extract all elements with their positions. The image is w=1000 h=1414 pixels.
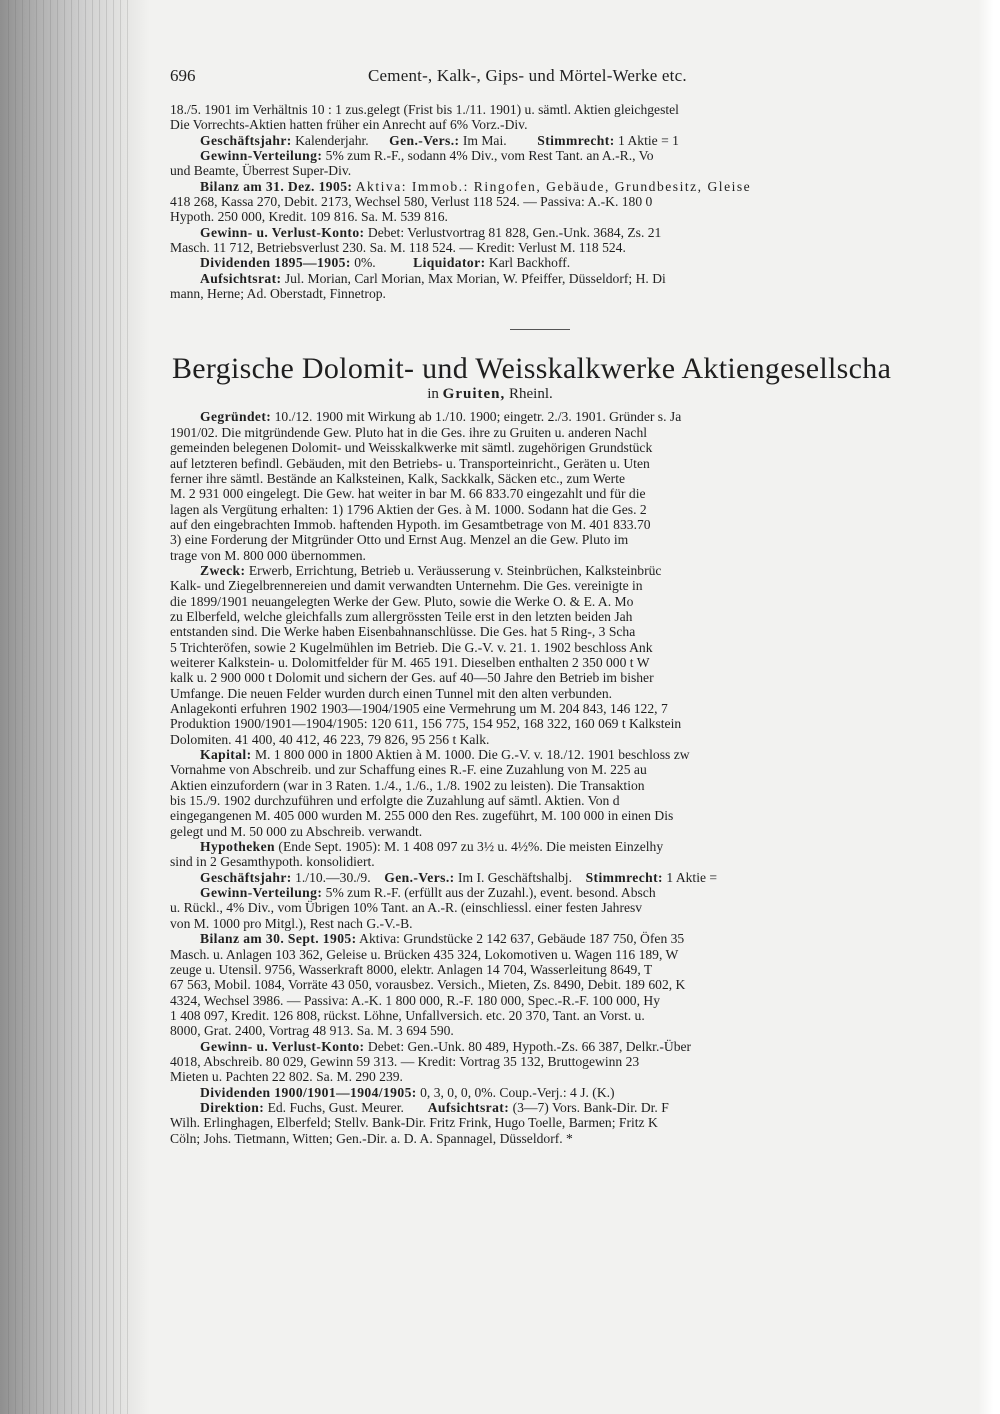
text-line: Erwerb, Errichtung, Betrieb u. Veräusserung v. Steinbrüchen, Kalksteinbrüc <box>248 562 662 578</box>
text-line: eingegangenen M. 405 000 wurden M. 255 000 den Res. zugeführt, M. 100 000 in einen Dis <box>170 808 674 824</box>
label-bilanz: Bilanz am 30. Sept. 1905: <box>200 931 357 947</box>
text-line: gemeinden belegenen Dolomit- und Weisskalkwerke mit sämtl. zugehörigen Grundstück <box>170 440 653 456</box>
label-guv: Gewinn- u. Verlust-Konto: <box>200 224 365 240</box>
text-line: 5% zum R.-F., sodann 4% Div., vom Rest Tant. an A.-R., Vo <box>325 148 654 164</box>
text-line: Masch. 11 712, Betriebsverlust 230. Sa. M. 118 524. — Kredit: Verlust M. 118 524. <box>170 240 626 256</box>
label-dividenden: Dividenden 1900/1901—1904/1905: <box>200 1084 417 1100</box>
text-line: 418 268, Kassa 270, Debit. 2173, Wechsel 580, Verlust 118 524. — Passiva: A.-K. 180 0 <box>170 194 653 210</box>
text-line: zu Elberfeld, welche gleichfalls zum allergrössten Teile erst in den letzten beiden Jah <box>170 608 633 624</box>
page-content <box>170 66 970 1146</box>
prev-entry-bilanz <box>170 179 970 225</box>
label-zweck: Zweck: <box>200 562 246 578</box>
text-line: auf letzteren befindl. Gebäuden, mit den Betriebs- u. Transporteinricht., Geräten u. Uten <box>170 455 650 471</box>
text-line: und Beamte, Überrest Super-Div. <box>170 163 352 179</box>
label-aufsichtsrat: Aufsichtsrat: <box>200 270 282 286</box>
text-line: (Ende Sept. 1905): M. 1 408 097 zu 3½ u. 4½%. Die meisten Einzelhy <box>278 839 664 855</box>
text-line: 18./5. 1901 im Verhältnis 10 : 1 zus.gelegt (Frist bis 1./11. 1901) u. sämtl. Aktien gleichgestel <box>170 102 679 117</box>
entry-gegruendet <box>170 409 970 562</box>
page-number: 696 <box>170 66 196 85</box>
text-line: Debet: Verlustvortrag 81 828, Gen.-Unk. 3684, Zs. 21 <box>367 224 662 240</box>
entry-schedule <box>170 870 970 885</box>
running-head: Cement-, Kalk-, Gips- und Mörtel-Werke etc. <box>368 66 687 85</box>
label-direktion: Direktion: <box>200 1099 265 1115</box>
text-line: auf den eingebrachten Immob. haftenden Hypoth. im Gesamtbetrage von M. 401 833.70 <box>170 516 651 532</box>
text-line: Produktion 1900/1901—1904/1905: 120 611, 156 775, 154 952, 168 322, 160 069 t Kalkstein <box>170 716 682 732</box>
label-hypotheken: Hypotheken <box>200 839 276 855</box>
text-line: Aktiva: Immob.: Ringofen, Gebäude, Grundbesitz, Gleise <box>355 178 752 194</box>
text-line: 5% zum R.-F. (erfüllt aus der Zuzahl.), event. besond. Absch <box>325 885 656 901</box>
text-line: Cöln; Johs. Tietmann, Witten; Gen.-Dir. a. D. A. Spannagel, Düsseldorf. * <box>170 1130 573 1146</box>
company-location <box>170 386 810 403</box>
value-genvers: Im I. Geschäftshalbj. <box>457 869 572 885</box>
text-line: trage von M. 800 000 übernommen. <box>170 547 366 563</box>
entry-direktion <box>170 1100 970 1146</box>
text-line: 1 408 097, Kredit. 126 808, rückst. Löhne, Unfallversich. etc. 20 370, Tant. an Vorst. u. <box>170 1007 645 1023</box>
text-line: Masch. u. Anlagen 103 362, Geleise u. Brücken 435 324, Lokomotiven u. Wagen 116 189, W <box>170 946 679 962</box>
location-in: in <box>427 386 439 403</box>
text-line: Debet: Gen.-Unk. 80 489, Hypoth.-Zs. 66 387, Delkr.-Über <box>367 1038 692 1054</box>
value-liquidator: Karl Backhoff. <box>488 255 571 271</box>
text-line: 8000, Grat. 2400, Vortrag 48 913. Sa. M. 3 694 590. <box>170 1023 454 1039</box>
prev-entry-dividenden <box>170 255 970 270</box>
text-line: (3—7) Vors. Bank-Dir. Dr. F <box>512 1099 669 1115</box>
text-line: 67 563, Mobil. 1084, Vorräte 43 050, vorausbez. Versich., Mieten, Zs. 8490, Debit. 189 602, K <box>170 977 686 993</box>
label-aufsichtsrat: Aufsichtsrat: <box>427 1099 510 1115</box>
text-line: Hypoth. 250 000, Kredit. 109 816. Sa. M. 539 816. <box>170 209 448 225</box>
label-genvers: Gen.-Vers.: <box>389 132 460 148</box>
text-line: Anlagekonti erfuhren 1902 1903—1904/1905 eine Vermehrung um M. 204 843, 146 122, 7 <box>170 701 668 716</box>
label-bilanz: Bilanz am 31. Dez. 1905: <box>200 178 353 194</box>
entry-zweck <box>170 563 970 747</box>
text-line: mann, Herne; Ad. Oberstadt, Finnetrop. <box>170 286 386 302</box>
text-line: ferner ihre sämtl. Bestände an Kalksteinen, Kalk, Sackkalk, Säcken etc., zum Werte <box>170 470 626 486</box>
text-line: zeuge u. Utensil. 9756, Wasserkraft 8000, elektr. Anlagen 14 704, Wasserleitung 8649, T <box>170 961 653 977</box>
label-genvers: Gen.-Vers.: <box>384 869 455 885</box>
text-line: Aktien einzufordern (war in 3 Raten. 1./4., 1./6., 1./8. 1902 zu leisten). Die Transaktion <box>170 777 645 793</box>
label-geschaeftsjahr: Geschäftsjahr: <box>200 869 292 885</box>
page-right-edge <box>978 0 1000 1414</box>
text-line: Umfange. Die neuen Felder wurden durch einen Tunnel mit den alten verbunden. <box>170 685 613 701</box>
text-line: von M. 1000 pro Mitgl.), Rest nach G.-V.-B. <box>170 915 413 931</box>
value-geschaeftsjahr: 1./10.—30./9. <box>295 869 371 885</box>
text-line: entstanden sind. Die Werke haben Eisenbahnanschlüsse. Die Ges. hat 5 Ring-, 3 Scha <box>170 624 636 640</box>
prev-entry-schedule <box>170 133 970 148</box>
prev-entry-intro <box>170 102 970 133</box>
text-line: Die Vorrechts-Aktien hatten früher ein Anrecht auf 6% Vorz.-Div. <box>170 117 528 133</box>
value-stimmrecht: 1 Aktie = 1 <box>618 132 679 148</box>
text-line: 10./12. 1900 mit Wirkung ab 1./10. 1900; eingetr. 2./3. 1901. Gründer s. Ja <box>274 409 682 425</box>
text-line: weiterer Kalkstein- u. Dolomitfelder für M. 465 191. Dieselben enthalten 2 350 000 t W <box>170 654 650 670</box>
entry-kapital <box>170 747 970 839</box>
text-line: lagen als Vergütung erhalten: 1) 1796 Aktien der Ges. à M. 1000. Sodann hat die Ges. 2 <box>170 501 647 517</box>
value-dividenden: 0%. <box>354 255 376 271</box>
text-line: 5 Trichteröfen, sowie 2 Kugelmühlen im Betrieb. Die G.-V. v. 21. 1. 1902 beschloss Ank <box>170 639 653 655</box>
value-geschaeftsjahr: Kalenderjahr. <box>295 132 369 148</box>
page-edge-lines <box>8 0 128 1414</box>
entry-hypotheken <box>170 839 970 870</box>
text-line: M. 2 931 000 eingelegt. Die Gew. hat weiter in bar M. 66 833.70 eingezahlt und für die <box>170 486 646 502</box>
text-line: sind in 2 Gesamthypoth. konsolidiert. <box>170 854 375 870</box>
text-line: 1901/02. Die mitgründende Gew. Pluto hat in die Ges. ihre zu Gruiten u. anderen Nachl <box>170 424 648 440</box>
text-line: Wilh. Erlinghagen, Elberfeld; Stellv. Bank-Dir. Fritz Frink, Hugo Toelle, Barmen; Fritz K <box>170 1115 658 1131</box>
page-header <box>170 66 970 90</box>
prev-entry-gewinn <box>170 148 970 179</box>
text-line: Vornahme von Abschreib. und zur Schaffung eines R.-F. eine Zuzahlung von M. 225 au <box>170 762 647 778</box>
text-line: Dolomiten. 41 400, 40 412, 46 223, 79 826, 95 256 t Kalk. <box>170 731 490 747</box>
text-line: Jul. Morian, Carl Morian, Max Morian, W. Pfeiffer, Düsseldorf; H. Di <box>284 270 666 286</box>
text-line: M. 1 800 000 in 1800 Aktien à M. 1000. Die G.-V. v. 18./12. 1901 beschloss zw <box>254 747 690 763</box>
location-region: Rheinl. <box>509 386 553 403</box>
text-line: 3) eine Forderung der Mitgründer Otto und Ernst Aug. Menzel an die Gew. Pluto im <box>170 532 629 548</box>
text-line: bis 15./9. 1902 durchzuführen und erfolgte die Zuzahlung auf sämtl. Aktien. Von d <box>170 793 620 809</box>
location-city: Gruiten, <box>442 386 506 403</box>
text-line: u. Rückl., 4% Div., vom Übrigen 10% Tant. an A.-R. (einschliessl. einer festen Jahresv <box>170 900 643 916</box>
value-direktion: Ed. Fuchs, Gust. Meurer. <box>267 1099 404 1115</box>
section-divider <box>510 329 570 330</box>
label-stimmrecht: Stimmrecht: <box>585 869 663 885</box>
entry-gewinn <box>170 885 970 931</box>
label-dividenden: Dividenden 1895—1905: <box>200 255 351 271</box>
company-title: Bergische Dolomit- und Weisskalkwerke Aktiengesellscha <box>172 352 892 386</box>
text-line: gelegt und M. 50 000 zu Abschreib. verwandt. <box>170 823 423 839</box>
text-line: Mieten u. Pachten 22 802. Sa. M. 290 239. <box>170 1069 403 1085</box>
label-stimmrecht: Stimmrecht: <box>537 132 615 148</box>
text-line: kalk u. 2 900 000 t Dolomit und sichern der Ges. auf 40—50 Jahre den Betrieb im bisher <box>170 670 654 686</box>
entry-bilanz <box>170 931 970 1038</box>
text-line: Kalk- und Ziegelbrennereien und damit verwandten Unternehm. Die Ges. vereinigte in <box>170 578 643 594</box>
label-gewinn-verteilung: Gewinn-Verteilung: <box>200 148 323 164</box>
label-gegruendet: Gegründet: <box>200 409 272 425</box>
label-geschaeftsjahr: Geschäftsjahr: <box>200 132 292 148</box>
value-stimmrecht: 1 Aktie = <box>666 869 718 885</box>
value-dividenden: 0, 3, 0, 0, 0%. Coup.-Verj.: 4 J. (K.) <box>420 1084 615 1100</box>
text-line: die 1899/1901 neuangelegten Werke der Gew. Pluto, sowie die Werke O. & E. A. Mo <box>170 593 634 609</box>
prev-entry-aufsichtsrat <box>170 271 970 302</box>
text-line: 4324, Wechsel 3986. — Passiva: A.-K. 1 800 000, R.-F. 180 000, Spec.-R.-F. 100 000, Hy <box>170 992 660 1008</box>
label-gewinn-verteilung: Gewinn-Verteilung: <box>200 885 323 901</box>
label-kapital: Kapital: <box>200 747 252 763</box>
prev-entry-guv <box>170 225 970 256</box>
value-genvers: Im Mai. <box>462 132 507 148</box>
label-guv: Gewinn- u. Verlust-Konto: <box>200 1038 365 1054</box>
text-line: Aktiva: Grundstücke 2 142 637, Gebäude 187 750, Öfen 35 <box>359 931 685 947</box>
text-line: 4018, Abschreib. 80 029, Gewinn 59 313. — Kredit: Vortrag 35 132, Bruttogewinn 23 <box>170 1053 640 1069</box>
entry-dividenden <box>170 1085 970 1100</box>
entry-guv <box>170 1039 970 1085</box>
label-liquidator: Liquidator: <box>413 255 486 271</box>
